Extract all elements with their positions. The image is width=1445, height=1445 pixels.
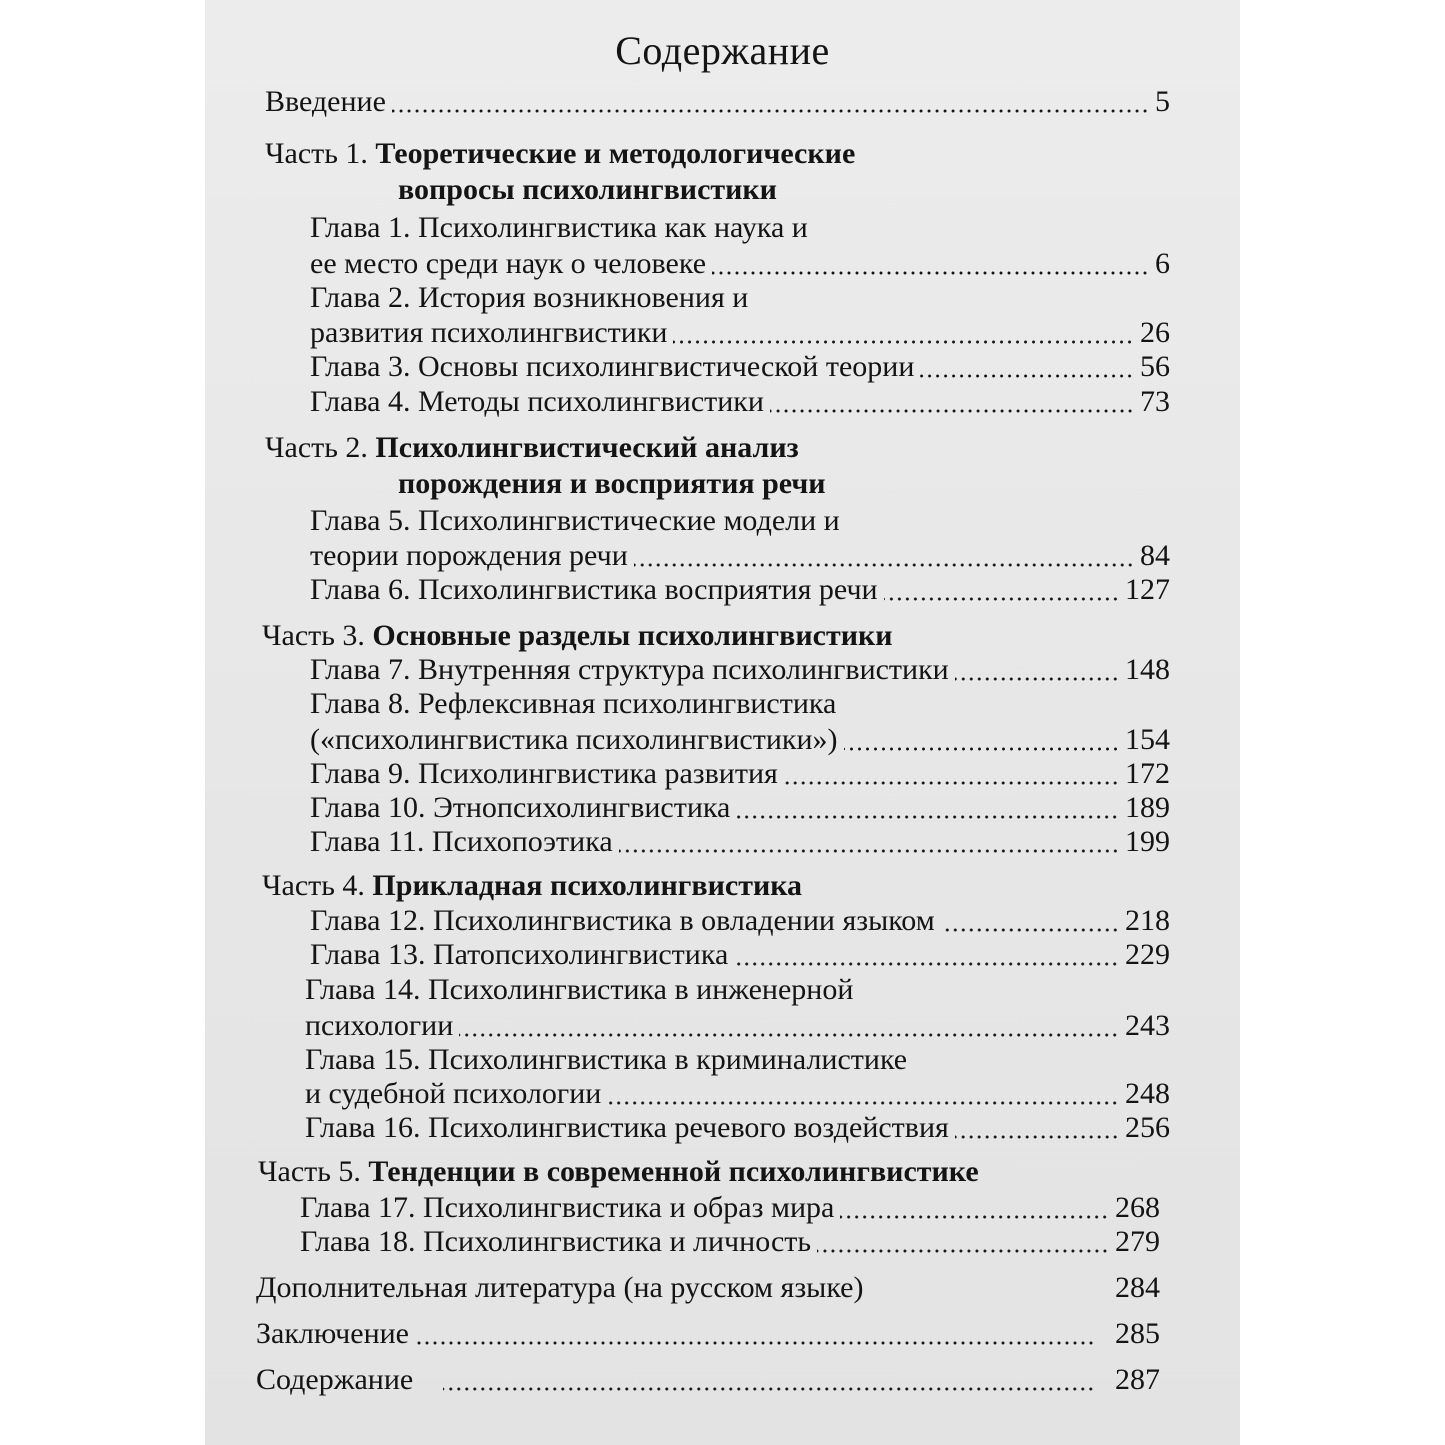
leader-dots [920, 374, 1134, 378]
toc-page-number: 285 [1115, 1317, 1160, 1350]
chapter-title: Глава 3. Основы психолингвистической теории [310, 350, 915, 383]
toc-entry-chapter-12 [310, 903, 1170, 939]
toc-page-number: 279 [1115, 1225, 1160, 1258]
chapter-title: Глава 8. Рефлексивная психолингвистика [310, 687, 837, 720]
leader-dots [712, 271, 1149, 275]
chapter-title: Глава 12. Психолингвистика в овладении языком [310, 904, 935, 937]
toc-page-number: 268 [1115, 1191, 1160, 1224]
toc-entry-chapter-13 [310, 937, 1170, 973]
leader-dots [634, 563, 1134, 567]
page-title: Содержание [615, 28, 830, 73]
toc-page-number: 6 [1155, 247, 1170, 280]
toc-entry-chapter-2 [310, 315, 1170, 351]
leader-dots [817, 1249, 1109, 1253]
chapter-title: Глава 5. Психолингвистические модели и [310, 504, 840, 537]
leader-dots [784, 781, 1119, 785]
toc-entry-chapter-4 [310, 384, 1170, 420]
toc-entry-chapter-18 [300, 1224, 1160, 1260]
chapter-title-continued: ее место среди наук о человеке [310, 247, 707, 280]
toc-page-number: 26 [1140, 316, 1170, 349]
toc-entry-label: Заключение [256, 1317, 409, 1350]
part-title: Тенденции в современной психолингвистике [368, 1155, 979, 1188]
toc-page-number: 148 [1125, 653, 1170, 686]
toc-entry-chapter-16 [305, 1110, 1170, 1146]
leader-dots [736, 815, 1119, 819]
toc-page-number: 243 [1125, 1009, 1170, 1042]
toc-entry-chapter-6 [310, 572, 1170, 608]
toc-entry-chapter-7 [310, 652, 1170, 688]
leader-dots [392, 109, 1149, 113]
part-label: Часть 5. [258, 1155, 361, 1188]
part-3-heading [262, 618, 893, 654]
part-1-heading [265, 136, 855, 172]
part-label: Часть 4. [262, 869, 365, 902]
part-2-heading [265, 430, 799, 466]
toc-entry-intro [265, 84, 1170, 120]
leader-dots [619, 849, 1119, 853]
chapter-title: Глава 13. Патопсихолингвистика [310, 938, 729, 971]
part-label: Часть 3. [262, 619, 365, 652]
chapter-title: Глава 16. Психолингвистика речевого воздействия [305, 1111, 949, 1144]
toc-entry-conclusion [256, 1316, 1160, 1352]
leader-dots [941, 928, 1119, 932]
toc-page-number: 218 [1125, 904, 1170, 937]
part-title: Теоретические и методологические [375, 137, 856, 170]
toc-entry-chapter-15 [305, 1076, 1170, 1112]
chapter-title-continued: развития психолингвистики [310, 316, 668, 349]
chapter-title: Глава 15. Психолингвистика в криминалистике [305, 1043, 908, 1076]
toc-page-number: 189 [1125, 791, 1170, 824]
toc-entry-chapter-3 [310, 349, 1170, 385]
toc-page-number: 73 [1140, 385, 1170, 418]
leader-dots [443, 1387, 1095, 1391]
leader-dots [869, 1295, 1109, 1299]
leader-dots [844, 747, 1120, 751]
toc-entry-chapter-1 [310, 246, 1170, 282]
chapter-title-continued: и судебной психологии [305, 1077, 602, 1110]
chapter-title: Глава 11. Психопоэтика [310, 825, 613, 858]
toc-entry-chapter-8 [310, 722, 1170, 758]
toc-entry-label: Введение [265, 85, 386, 118]
part-title-continued: вопросы психолингвистики [398, 173, 777, 206]
toc-page-number: 284 [1115, 1271, 1160, 1304]
leader-dots [415, 1341, 1095, 1345]
chapter-title: Глава 1. Психолингвистика как наука и [310, 211, 808, 244]
toc-entry-chapter-5 [310, 538, 1170, 574]
leader-dots [955, 1135, 1119, 1139]
toc-entry-chapter-14 [305, 1008, 1170, 1044]
part-5-heading [258, 1154, 979, 1190]
toc-page-number: 127 [1125, 573, 1170, 606]
chapter-title-continued: психологии [305, 1009, 454, 1042]
part-label: Часть 1. [265, 137, 368, 170]
toc-entry-label: Содержание [256, 1363, 414, 1396]
leader-dots [607, 1101, 1119, 1105]
toc-entry-chapter-17 [300, 1190, 1160, 1226]
toc-page-number: 199 [1125, 825, 1170, 858]
toc-entry-chapter-9 [310, 756, 1170, 792]
toc-page-number: 154 [1125, 723, 1170, 756]
toc-page-number: 229 [1125, 938, 1170, 971]
toc-page-number: 248 [1125, 1077, 1170, 1110]
toc-entry-bibliography [256, 1270, 1160, 1306]
part-title: Прикладная психолингвистика [372, 869, 803, 902]
chapter-title: Глава 6. Психолингвистика восприятия речи [310, 573, 878, 606]
chapter-title-continued: теории порождения речи [310, 539, 628, 572]
toc-page-number: 256 [1125, 1111, 1170, 1144]
part-title: Психолингвистический анализ [375, 431, 799, 464]
toc-entry-chapter-11 [310, 824, 1170, 860]
chapter-title: Глава 14. Психолингвистика в инженерной [305, 973, 854, 1006]
part-title-continued: порождения и восприятия речи [398, 467, 826, 500]
toc-entry-chapter-10 [310, 790, 1170, 826]
toc-page-number: 84 [1140, 539, 1170, 572]
leader-dots [884, 597, 1119, 601]
leader-dots [770, 409, 1134, 413]
toc-page-number: 5 [1155, 85, 1170, 118]
toc-page-number: 287 [1115, 1363, 1160, 1396]
chapter-title: Глава 18. Психолингвистика и личность [300, 1225, 812, 1258]
chapter-title-continued: («психолингвистика психолингвистики») [310, 723, 838, 756]
chapter-title: Глава 7. Внутренняя структура психолингвистики [310, 653, 949, 686]
leader-dots [673, 340, 1134, 344]
chapter-title: Глава 17. Психолингвистика и образ мира [300, 1191, 835, 1224]
part-label: Часть 2. [265, 431, 368, 464]
chapter-title: Глава 2. История возникновения и [310, 281, 749, 314]
part-title: Основные разделы психолингвистики [372, 619, 893, 652]
toc-entry-label: Дополнительная литература (на русском языке) [256, 1271, 864, 1304]
toc-entry-contents [256, 1362, 1160, 1398]
leader-dots [459, 1033, 1119, 1037]
toc-page-number: 56 [1140, 350, 1170, 383]
chapter-title: Глава 9. Психолингвистика развития [310, 757, 778, 790]
toc-page-number: 172 [1125, 757, 1170, 790]
leader-dots [955, 677, 1119, 681]
leader-dots [840, 1215, 1109, 1219]
chapter-title: Глава 10. Этнопсихолингвистика [310, 791, 731, 824]
leader-dots [734, 962, 1119, 966]
chapter-title: Глава 4. Методы психолингвистики [310, 385, 764, 418]
part-4-heading [262, 868, 802, 904]
